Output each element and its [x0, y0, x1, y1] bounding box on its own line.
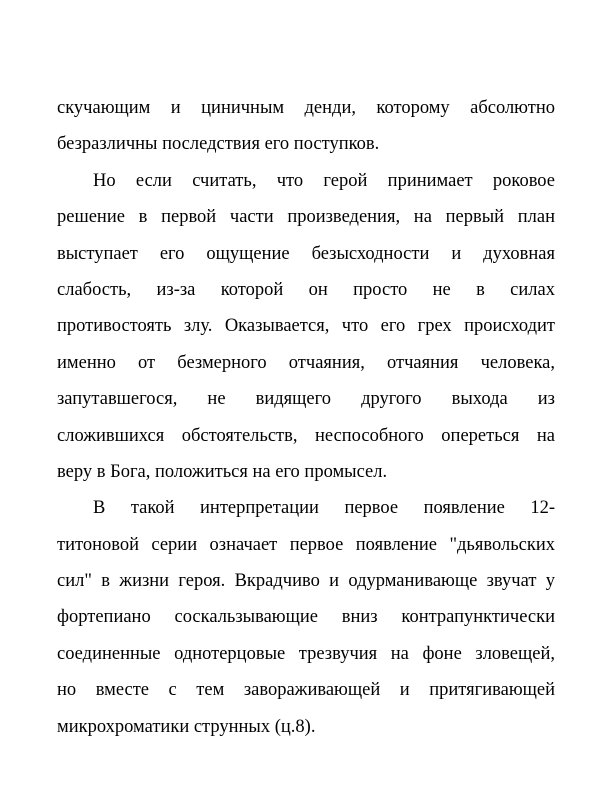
text-line: сил" в жизни героя. Вкрадчиво и одурманивающе звучат у	[57, 571, 555, 592]
text-line: В такой интерпретации первое появление 12-	[93, 498, 555, 519]
text-line: противостоять злу. Оказывается, что его грех происходит	[57, 316, 555, 337]
text-line: микрохроматики струнных (ц.8).	[57, 716, 316, 737]
text-line: но вместе с тем завораживающей и притягивающей	[57, 680, 555, 701]
text-line: запутавшегося, не видящего другого выхода из	[57, 389, 555, 410]
text-line: выступает его ощущение безысходности и духовная	[57, 243, 555, 264]
text-line: титоновой серии означает первое появление "дьявольских	[57, 534, 555, 555]
text-line: Но если считать, что герой принимает роковое	[93, 170, 555, 191]
text-line: соединенные однотерцовые трезвучия на фоне зловещей,	[57, 643, 555, 664]
text-line: скучающим и циничным денди, которому абсолютно	[57, 98, 555, 118]
text-line: веру в Бога, положиться на его промысел.	[57, 461, 388, 482]
text-line: решение в первой части произведения, на первый план	[57, 207, 555, 228]
text-line: безразличны последствия его поступков.	[57, 134, 380, 155]
text-line: фортепиано соскальзывающие вниз контрапунктически	[57, 607, 555, 628]
body-text	[57, 90, 555, 745]
text-line: сложившихся обстоятельств, неспособного опереться на	[57, 425, 555, 446]
text-line: именно от безмерного отчаяния, отчаяния человека,	[57, 352, 555, 373]
text-line: слабость, из-за которой он просто не в силах	[57, 279, 555, 300]
